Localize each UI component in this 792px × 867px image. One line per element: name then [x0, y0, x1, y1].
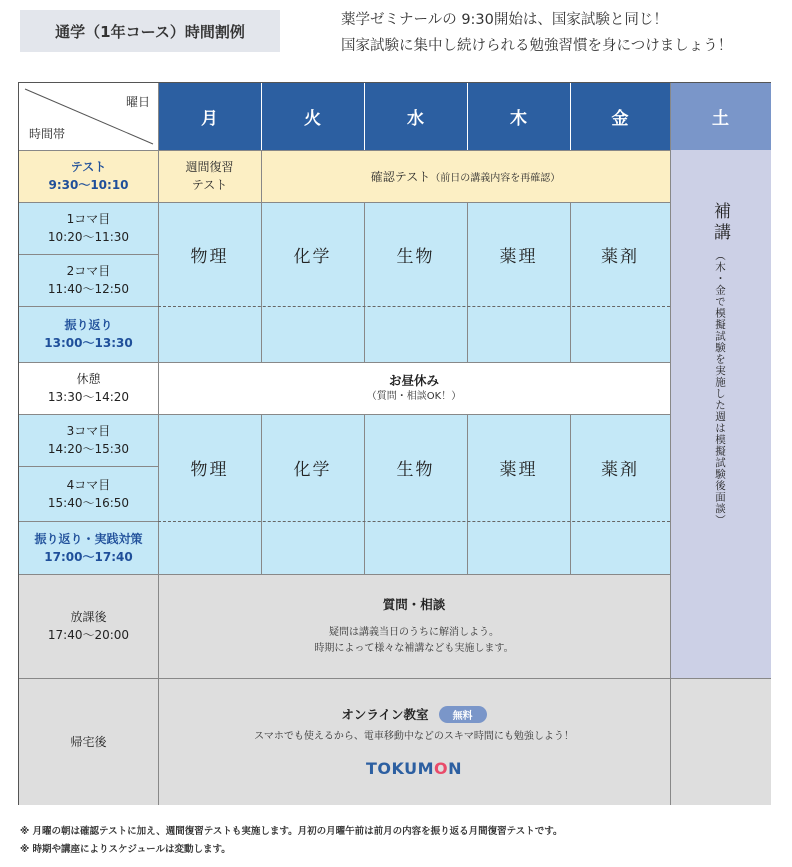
- grid-v-pm2: [364, 414, 365, 574]
- time-range-review1: 13:00〜13:30: [44, 336, 133, 350]
- time-cell-review2: [19, 521, 158, 574]
- grid-v-time: [158, 83, 159, 805]
- tokumon-logo: TOKUMON: [365, 759, 463, 778]
- day-header-thu: 木: [467, 83, 570, 150]
- grid-h-2: [19, 202, 670, 203]
- time-cell-k4: [19, 466, 158, 521]
- time-cell-k3: [19, 414, 158, 466]
- grid-v-sat: [670, 83, 671, 805]
- grid-v-am3: [467, 202, 468, 362]
- pm-subject-fri: 薬剤: [601, 460, 639, 480]
- confirm-test-note: （前日の講義内容を再確認）: [430, 172, 561, 184]
- grid-h-8: [19, 521, 158, 522]
- am-subject-tue: 化学: [293, 246, 332, 267]
- time-range-after: 17:40〜20:00: [47, 628, 130, 642]
- saturday-cell: [670, 150, 771, 678]
- pm-subject-mon: 物理: [190, 460, 229, 480]
- time-range-break: 13:30〜14:20: [47, 390, 130, 404]
- time-cell-after: [19, 574, 158, 678]
- time-label-after: 放課後: [70, 610, 107, 624]
- free-badge: 無料: [439, 706, 487, 723]
- lead-line-1: 薬学ゼミナールの 9:30開始は、国家試験と同じ！: [341, 12, 668, 28]
- time-label-break: 休憩: [76, 372, 101, 386]
- after-school-cell: [158, 574, 670, 678]
- time-cell-k1: [19, 202, 158, 254]
- time-range-k2: 11:40〜12:50: [47, 282, 130, 296]
- time-label-test: テスト: [70, 160, 107, 174]
- footnote-2: ※ 時期や講座によりスケジュールは変動します。: [20, 844, 231, 855]
- grid-v-am2: [364, 202, 365, 362]
- grid-v-hdr2: [364, 83, 365, 150]
- day-header-fri: 金: [570, 83, 670, 150]
- online-class-note: スマホでも使えるから、電車移動中などのスキマ時間にも勉強しよう！: [254, 731, 574, 742]
- time-label-k1: 1コマ目: [66, 212, 111, 226]
- time-range-review2: 17:00〜17:40: [44, 549, 133, 564]
- lunch-break-note: （質問・相談OK！）: [366, 391, 462, 402]
- time-cell-review1: [19, 306, 158, 362]
- grid-dash-am: [158, 306, 670, 307]
- home-saturday-cell: [670, 678, 771, 805]
- online-class-cell: [158, 678, 670, 805]
- tokumon-logo-accent: O: [434, 759, 449, 778]
- grid-h-7: [19, 466, 158, 467]
- time-cell-home: [19, 678, 158, 805]
- grid-v-pm3: [467, 414, 468, 574]
- grid-v-hdr4: [570, 83, 571, 150]
- grid-v-hdr1: [261, 83, 262, 150]
- after-school-title: 質問・相談: [382, 597, 446, 612]
- corner-time-label: 時間帯: [29, 127, 66, 141]
- online-class-heading: [341, 705, 486, 723]
- grid-v-hdr3: [467, 83, 468, 150]
- time-label-k3: 3コマ目: [66, 424, 111, 438]
- am-subject-wed: 生物: [396, 246, 435, 267]
- time-cell-k2: [19, 254, 158, 306]
- grid-v-pm4: [570, 414, 571, 574]
- time-cell-break: [19, 362, 158, 414]
- time-range-k1: 10:20〜11:30: [47, 230, 130, 244]
- grid-dash-pm: [158, 521, 670, 522]
- time-label-home: 帰宅後: [70, 734, 107, 749]
- online-class-title: オンライン教室: [341, 707, 429, 722]
- time-label-k4: 4コマ目: [66, 477, 111, 492]
- saturday-title: 補講: [710, 202, 730, 244]
- grid-h-5: [19, 362, 670, 363]
- pm-subject-tue: 化学: [293, 460, 332, 480]
- grid-v-am1: [261, 150, 262, 362]
- time-label-review1: 振り返り: [64, 318, 113, 332]
- corner-day-label: 曜日: [125, 95, 150, 109]
- mon-weekly-test: 週間復習 テスト: [158, 150, 261, 202]
- lead-line-2: 国家試験に集中し続けられる勉強習慣を身につけましょう！: [341, 38, 733, 54]
- grid-h-1: [19, 150, 670, 151]
- time-label-review2: 振り返り・実践対策: [34, 531, 143, 546]
- footnote-1: ※ 月曜の朝は確認テストに加え、週間復習テストも実施します。月初の月曜午前は前月の内容を振り返る月間復習テストです。: [20, 826, 563, 837]
- pm-subject-thu: 薬理: [499, 460, 538, 480]
- corner-cell: [19, 83, 158, 150]
- am-subject-mon: 物理: [190, 246, 229, 267]
- lunch-break-cell: [158, 362, 670, 414]
- saturday-note: （木・金で模擬試験を実施した週は模擬試験後面談）: [714, 250, 726, 526]
- day-header-mon: 月: [158, 83, 261, 150]
- after-school-line-1: 疑問は講義当日のうちに解消しよう。: [329, 627, 499, 638]
- time-cell-test: [19, 150, 158, 202]
- am-subject-fri: 薬剤: [601, 246, 639, 267]
- time-range-k3: 14:20〜15:30: [47, 442, 130, 456]
- grid-h-10: [19, 678, 771, 679]
- day-header-wed: 水: [364, 83, 467, 150]
- grid-h-9: [19, 574, 670, 575]
- grid-v-pm1: [261, 414, 262, 574]
- lunch-break-title: お昼休み: [388, 373, 439, 388]
- grid-h-6: [19, 414, 670, 415]
- pm-subject-wed: 生物: [396, 460, 435, 480]
- grid-v-am4: [570, 202, 571, 362]
- grid-h-4: [19, 306, 158, 307]
- am-subject-thu: 薬理: [499, 246, 538, 267]
- day-header-sat: 土: [670, 83, 771, 150]
- page-title: 通学（1年コース）時間割例: [20, 10, 280, 52]
- time-range-test: 9:30〜10:10: [48, 178, 129, 192]
- after-school-line-2: 時期によって様々な補講なども実施します。: [314, 643, 514, 654]
- confirm-test-label: 確認テスト: [370, 169, 431, 184]
- time-label-k2: 2コマ目: [66, 264, 111, 278]
- time-range-k4: 15:40〜16:50: [47, 495, 130, 510]
- timetable: [18, 82, 771, 805]
- confirm-test-cell: [261, 150, 670, 202]
- day-header-tue: 火: [261, 83, 364, 150]
- grid-h-3: [19, 254, 158, 255]
